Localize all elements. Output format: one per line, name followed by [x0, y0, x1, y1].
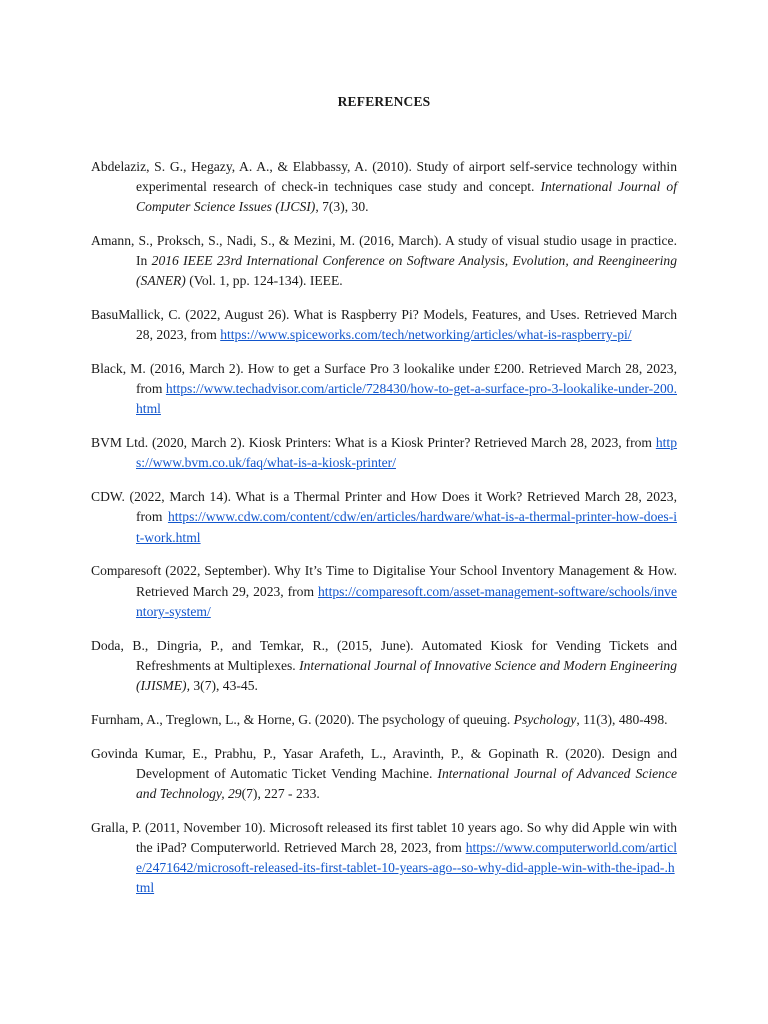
reference-details: , 7(3), 30.: [315, 199, 369, 214]
reference-text: BasuMallick, C. (2022, August 26). What is Raspberry Pi? Models, Features, and Uses. Retrieved March 28, 2023, from: [91, 307, 677, 343]
reference-text: Govinda Kumar, E., Prabhu, P., Yasar Arafeth, L., Aravinth, P., & Gopinath R. (2020). Design and Development of Automatic Ticket Vending Machine.: [91, 745, 677, 781]
reference-link[interactable]: https://www.bvm.co.uk/faq/what-is-a-kiosk-printer/: [136, 435, 677, 471]
reference-text: Black, M. (2016, March 2). How to get a Surface Pro 3 lookalike under £200. Retrieved March 28, 2023, from: [91, 361, 677, 397]
reference-entry: [91, 818, 677, 899]
reference-entry: [91, 710, 677, 730]
reference-entry: [91, 487, 677, 548]
reference-details: , 11(3), 480-498.: [576, 711, 668, 727]
reference-entry: [91, 305, 677, 345]
reference-entry: [91, 636, 677, 697]
reference-text: BVM Ltd. (2020, March 2). Kiosk Printers: What is a Kiosk Printer? Retrieved March 28, 2023, from: [91, 435, 656, 451]
reference-text: Abdelaziz, S. G., Hegazy, A. A., & Elabbassy, A. (2010). Study of airport self-service technology within experimental research of check-in techniques case study and concept.: [91, 158, 677, 194]
page-title: REFERENCES: [337, 94, 431, 109]
reference-entry: [91, 157, 677, 218]
reference-link[interactable]: https://www.spiceworks.com/tech/networking/articles/what-is-raspberry-pi/: [220, 327, 632, 343]
reference-entry: [91, 744, 677, 805]
reference-entry: [91, 433, 677, 473]
reference-text: Furnham, A., Treglown, L., & Horne, G. (2020). The psychology of queuing.: [91, 711, 514, 727]
reference-text: CDW. (2022, March 14). What is a Thermal Printer and How Does it Work? Retrieved March 28, 2023, from: [91, 489, 677, 525]
reference-link[interactable]: https://comparesoft.com/asset-management-software/schools/inventory-system/: [136, 583, 677, 619]
reference-text: Amann, S., Proksch, S., Nadi, S., & Mezini, M. (2016, March). A study of visual studio usage in practice. In: [91, 232, 677, 268]
reference-entry: [91, 359, 677, 420]
reference-text: Doda, B., Dingria, P., and Temkar, R., (2015, June). Automated Kiosk for Vending Tickets and Refreshments at Multiplexes.: [91, 637, 677, 673]
reference-details: 3(7), 43-45.: [189, 678, 258, 694]
reference-entry: [91, 231, 677, 292]
reference-source-title: International Journal of Innovative Science and Modern Engineering (IJISME),: [136, 657, 678, 694]
reference-link[interactable]: https://www.techadvisor.com/article/728430/how-to-get-a-surface-pro-3-lookalike-under-200.html: [136, 381, 677, 417]
reference-source-title: Psychology: [513, 711, 577, 727]
reference-details: (Vol. 1, pp. 124-134). IEEE.: [185, 273, 343, 289]
reference-source-title: International Journal of Advanced Science and Technology, 29: [136, 765, 678, 802]
reference-list: [91, 143, 677, 912]
reference-link[interactable]: https://www.cdw.com/content/cdw/en/articles/hardware/what-is-a-thermal-printer-how-does-it-work.html: [136, 509, 677, 545]
reference-entry: [91, 561, 677, 622]
reference-link[interactable]: https://www.computerworld.com/article/2471642/microsoft-released-its-first-tablet-10-years-ago--so-why-did-apple-win-with-the-ipad-.html: [136, 840, 677, 896]
reference-source-title: 2016 IEEE 23rd International Conference on Software Analysis, Evolution, and Reengineering (SANER): [136, 253, 677, 289]
reference-details: (7), 227 - 233.: [241, 786, 320, 802]
reference-source-title: International Journal of Computer Science Issues (IJCSI): [136, 178, 677, 214]
reference-text: Gralla, P. (2011, November 10). Microsoft released its first tablet 10 years ago. So why did Apple win with the iPad? Computerworld. Retrieved March 28, 2023, from: [91, 819, 677, 856]
reference-text: Comparesoft (2022, September). Why It’s Time to Digitalise Your School Inventory Management & How. Retrieved March 29, 2023, from: [91, 563, 677, 599]
